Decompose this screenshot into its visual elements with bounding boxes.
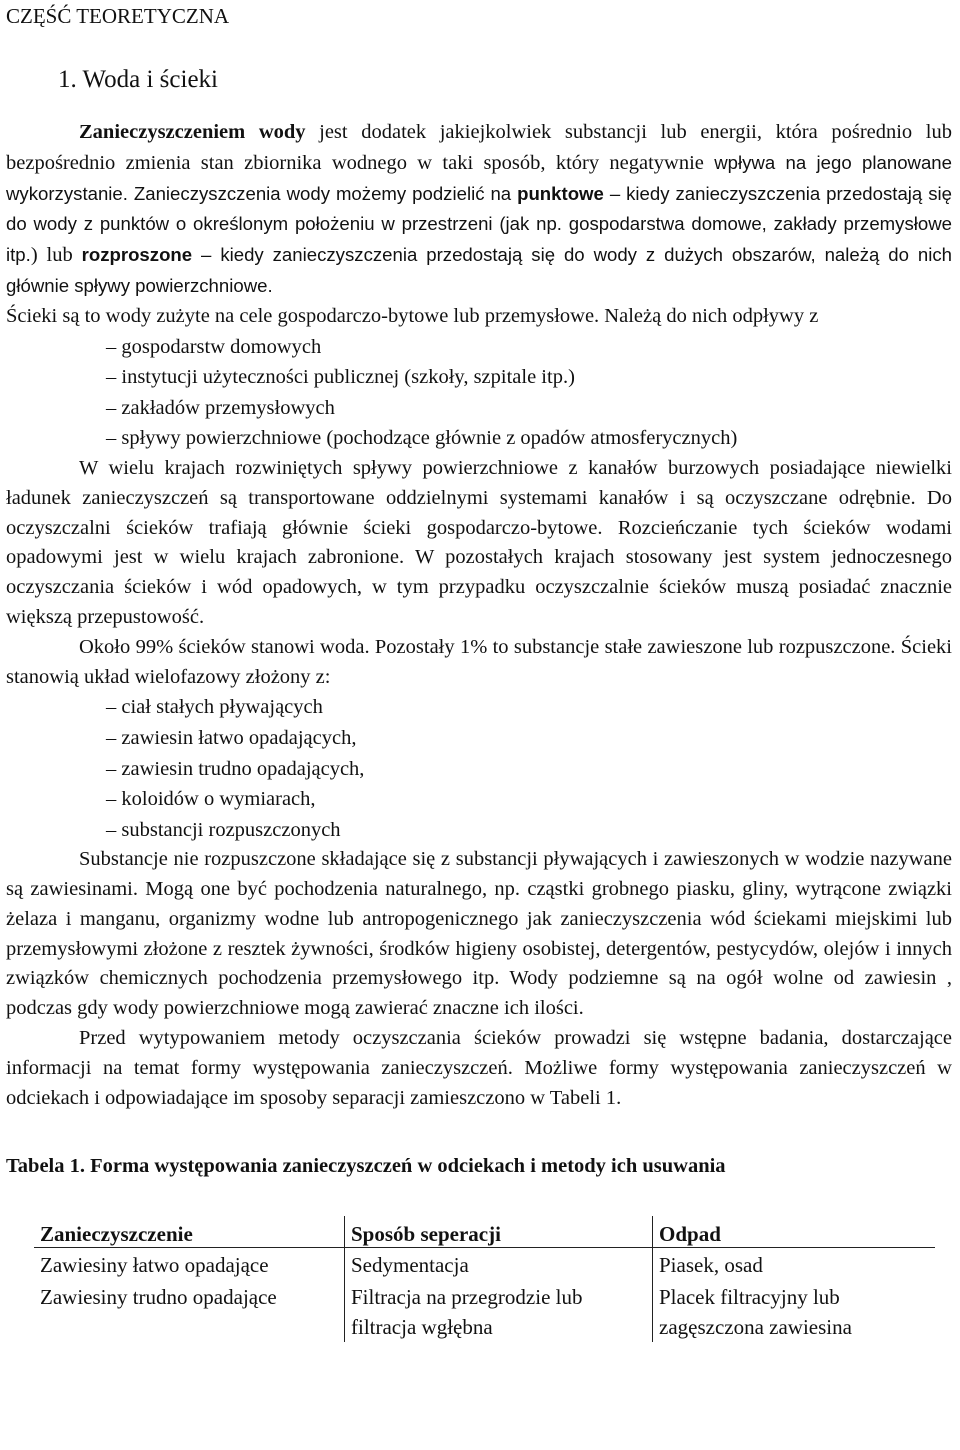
substances-paragraph: Substancje nie rozpuszczone składające się z substancji pływających i zawieszonych w wodzie nazywane są zawiesinami. Mogą one być pochodzenia naturalnego, np. cząstki grobnego piasku, gliny, wytrącone związki żelaza i manganu, organizmy wodne lub antropogenicznego jak zanieczyszczenia wód ściekami miejskimi lub przemysłowymi złożone z resztek żywności, środków higieny osobistej, detergentów, pestycydów, olejów i innych związków chemicznych pochodzenia przemysłowego itp. Wody podziemne są na ogół wolne od zawiesin , podczas gdy wody powierzchniowe mogą zawierać znaczne ich ilości. — [6, 848, 952, 1020]
document-page — [6, 0, 952, 1342]
part-title: CZĘŚĆ TEORETYCZNA — [6, 4, 230, 28]
term-point-source: punktowe — [517, 182, 604, 204]
table-cell: Filtracja na przegrodzie lub filtracja wgłębna — [345, 1280, 653, 1342]
intro-text-5-wrap — [6, 244, 952, 296]
list-item: – zawiesin łatwo opadających, — [6, 723, 952, 754]
intro-paragraph — [6, 118, 952, 302]
table-cell: Piasek, osad — [653, 1248, 936, 1281]
list-item: – ciał stałych pływających — [6, 692, 952, 723]
intro-text-5: – kiedy zanieczyszczenia przedostają się do wody z dużych obszarów, należą do nich głównie spływy powierzchniowe. — [6, 244, 952, 296]
separation-table — [34, 1216, 935, 1342]
header-pollutant: Zanieczyszczenie — [40, 1222, 193, 1247]
intro-text-3: – kiedy zanieczyszczenia przedostają się do wody z punktów o określonym położeniu w przestrzeni (jak np. gospodarstwa domowe, zakłady przemysłowe itp. — [6, 182, 952, 266]
intro-text-2a: wpływa na jego planowane wykorzystanie. Zanieczyszczenia wody możemy podzielić na — [6, 151, 952, 204]
list-item: – instytucji użyteczności publicznej (szkoły, szpitale itp.) — [6, 362, 952, 393]
list-item: – gospodarstw domowych — [6, 332, 952, 363]
table-row — [34, 1280, 935, 1342]
header-separation: Sposób seperacji — [345, 1216, 653, 1248]
before-paragraph: Przed wytypowaniem metody oczyszczania ścieków prowadzi się wstępne badania, dostarczające informacji na temat formy występowania zanieczyszczeń. Możliwe formy występowania zanieczyszczeń w odciekach i odpowiadające im sposoby separacji zamieszczono w Tabeli 1. — [6, 1027, 952, 1109]
sewage-intro: Ścieki są to wody zużyte na cele gospodarczo-bytowe lub przemysłowe. Należą do nich odpływy z — [6, 304, 819, 327]
list-item: – zakładów przemysłowych — [6, 393, 952, 424]
table-caption: Tabela 1. Forma występowania zanieczyszczeń w odciekach i metody ich usuwania — [6, 1155, 726, 1178]
outflows-list — [6, 332, 952, 454]
intro-text-4: ) lub — [30, 244, 82, 267]
table-header-row — [34, 1216, 935, 1248]
term-water-pollution: Zanieczyszczeniem wody — [79, 121, 306, 143]
list-item: – spływy powierzchniowe (pochodzące głównie z opadów atmosferycznych) — [6, 423, 952, 454]
water-content-paragraph: Około 99% ścieków stanowi woda. Pozostały 1% to substancje stałe zawieszone lub rozpuszczone. Ścieki stanowią układ wielofazowy złożony z: — [6, 635, 952, 688]
countries-paragraph: W wielu krajach rozwiniętych spływy powierzchniowe z kanałów burzowych posiadające niewielki ładunek zanieczyszczeń są transportowane oddzielnymi systemami kanałów i są oczyszczane odrębnie. Do oczyszczalni ścieków trafiają głównie ścieki gospodarczo-bytowe. Rozcieńczanie tych ścieków wodami opadowymi jest w wielu krajach zabronione. W pozostałych krajach stosowany jest system jednoczesnego oczyszczania ścieków i wód opadowych, w tym przypadku oczyszczalnie ścieków muszą posiadać znacznie większą przepustowość. — [6, 456, 952, 628]
chapter-title: 1. Woda i ścieki — [58, 66, 218, 93]
list-item: – substancji rozpuszczonych — [6, 815, 952, 846]
list-item: – koloidów o wymiarach, — [6, 784, 952, 815]
table-cell: Zawiesiny trudno opadające — [40, 1285, 277, 1310]
list-item: – zawiesin trudno opadających, — [6, 754, 952, 785]
intro-text-1: jest dodatek jakiejkolwiek substancji lub energii, która pośrednio lub bezpośrednio zmienia stan zbiornika wodnego w taki sposób, który negatywnie — [6, 121, 952, 174]
table-row — [34, 1248, 935, 1281]
header-waste: Odpad — [653, 1216, 936, 1248]
table-cell: Zawiesiny łatwo opadające — [40, 1253, 269, 1278]
table-cell: Sedymentacja — [345, 1248, 653, 1281]
table-cell: Placek filtracyjny lub zagęszczona zawiesina — [653, 1280, 936, 1342]
phases-list — [6, 692, 952, 845]
term-diffuse: rozproszone — [81, 244, 193, 266]
